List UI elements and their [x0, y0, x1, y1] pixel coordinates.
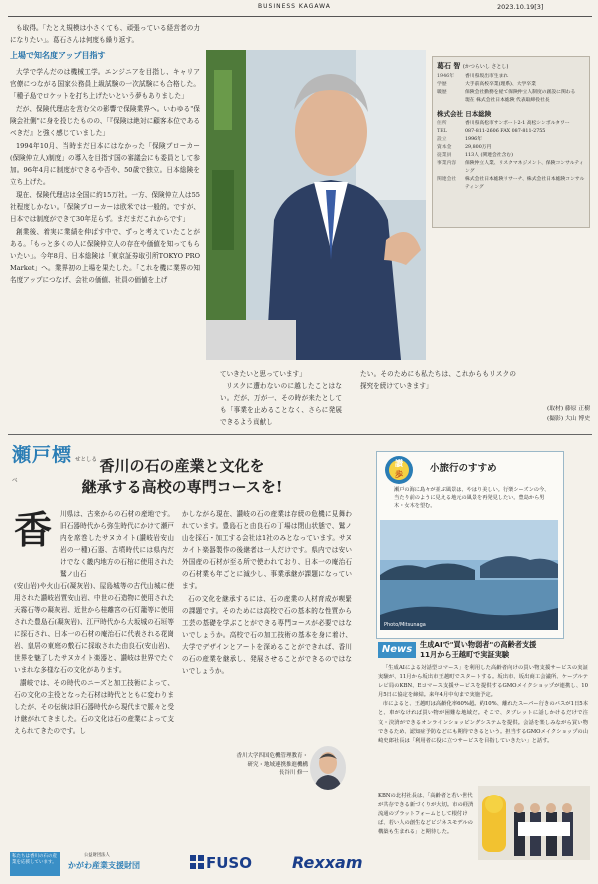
travel-badge-top: 讃: [395, 458, 403, 468]
sponsor-fuso: FUSO: [206, 854, 252, 872]
profile-row: [433, 97, 589, 105]
sponsor-rexxam: Rexxam: [292, 853, 363, 872]
news-paragraph: 市によると、王越町は高齢化率60%超。約10%、離れたスーパー行きのバスが1日5本と、車がなければ買い物が困難な地域だ。そこで、タブレットに話しかけるだけで注文・決済ができるオンラインショッピングシステムを提供。会話を楽しみながら買い物できるため、認知症予防などにも期待できるという。担当するGMOメイクショップの山崎史郎社長は「利用者に役に立つサービスを目指していきたい」と話す。: [378, 701, 588, 744]
company-row: [433, 128, 589, 136]
article-paragraph: (安山岩)や火山石(凝灰岩)、屋島城等の古代山城に使用された讃岐岩質安山岩、中世の石造物に使用された天霧石等の凝灰岩、近世から桂離宮の石灯籠等に使用された豊島石(凝灰岩)、江戸時代から大坂城の石垣等に採石され、日本一の石材の庵治石に代表される花崗岩、皇居の東庭の敷石に採取された由良石(安山岩)、世界を魅了したサヌカイト楽器と、讃岐は世界でたぐいまれな多様な石の文化があります。: [14, 582, 174, 674]
profile-row-value: 保険会社勤務を経て保険仲立人制度の創設に関わる: [465, 90, 576, 95]
article-column: [14, 580, 174, 738]
top-article-column: [10, 22, 200, 402]
article-paragraph: 石の文化を継承するには、石の産業の人材育成が喫緊の課題です。そのためには高校で石の基本的な性質から工芸の基礎を学ぶことができる専門コースが必要ではないでしょうか。高校で石の加工技術の基本を身に着け、大学でデザインとアートを深めることができれば、香川の石の産業を継承し、発展させることができるのではないでしょうか。: [182, 595, 352, 675]
credit-photo: (撮影) 大山 博史: [547, 416, 590, 422]
company-row: [433, 160, 589, 176]
travel-description: 瀬戸の海に島々が並ぶ風景は、やはり美しい。行楽シーズンの今、当たり前のように見える地元の風景を再発見したい。豊島から男木・女木を望む。: [394, 487, 550, 509]
top-article-paragraph: も取得。「たとえ規模は小さくても、頑張っている経営者の力になりたい」。葛石さんは何度も繰り返す。: [10, 24, 200, 44]
news-title-line: 11月から王越町で実証実験: [420, 650, 510, 659]
author-name: 長谷川 修一: [278, 770, 308, 776]
travel-title: 小旅行のすすめ: [430, 463, 497, 474]
profile-row-value: 香川県坂出市生まれ: [465, 74, 509, 79]
company-row: [433, 136, 589, 144]
top-article-paragraph: 創業後、着実に業績を伸ばす中で、ずっと考えていたことがある。「もっと多くの人に保険仲立人の存在や価値を知ってもらいたい」。今年8月、日本総険は「東京証券取引所TOKYO PRO Market」へ。業界初の上場を果たした。「これを機に業界の知名度アップにつなげ、会社の価値、社員の価値を上げ: [10, 228, 200, 284]
profile-row-key: 職歴: [437, 90, 447, 95]
author-caption: [224, 752, 308, 778]
profile-row: [433, 89, 589, 97]
profile-row-key: 1946年: [437, 74, 455, 79]
company-name: 株式会社 日本総険: [437, 110, 492, 118]
company-row: [433, 120, 589, 128]
profile-row: [433, 81, 589, 89]
profile-row-key: [437, 97, 465, 105]
photo-credit: Photo/Mitsunaga: [384, 622, 426, 628]
top-article-continuation: [220, 368, 342, 428]
author-portrait: [310, 746, 346, 790]
profile-name: [433, 57, 589, 73]
sponsor-kagawa: かがわ産業支援財団: [68, 861, 140, 870]
news-body-continued: KBNの北村社長は、「高齢者と若い世代が共存できる新づくりが大切。市の経済流通のプラットフォームとして根付けば、若い人の創生などビジネスモデルの構築も生まれる」と期待した。: [378, 793, 474, 836]
continuation-text: ていきたいと思っています」: [220, 370, 306, 378]
news-badge: News: [378, 642, 416, 658]
continuation-text: リスクに遭わないのに越したことはない。だが、万が一、その時が来たとしても「事業を止めることなく、さらに発展できるよう貢献し: [220, 382, 342, 426]
continuation-text: たい。そのためにも私たちは、これからもリスクの探究を続けていきます」: [360, 370, 516, 390]
company-row: [433, 152, 589, 160]
author-affiliation: 研究・地域連携推進機構: [247, 761, 308, 768]
credit-interview: (取材) 藤原 正樹: [547, 406, 590, 412]
travel-badge-bottom: 歩: [395, 469, 403, 479]
profile-name-reading: (かつらいし さとし): [462, 64, 509, 70]
credits: [520, 404, 590, 424]
column-heading-reading: せとしるべ: [12, 457, 98, 484]
top-article-paragraph: だが、保険代理店を営む父の影響で保険業界へ。いわゆる"保険会社側"に身を投じたものの、「『保険は絶対に顧客本位であるべきだ』と強く感じていました」: [10, 105, 200, 137]
sponsor-footer: [10, 852, 590, 878]
company-row-key: 設立: [437, 137, 447, 142]
company-row-key: TEL: [437, 129, 447, 134]
article-title-line: 継承する高校の専門コースを!: [81, 478, 283, 496]
portrait-illustration: [206, 50, 426, 360]
news-title-line: 生成AIで"買い物弱者"の高齢者支援: [420, 640, 537, 649]
author-affiliation: 香川大学四国危機管理教育・: [236, 753, 308, 759]
company-row-key: 関連会社: [437, 177, 457, 182]
top-article-paragraph: 1994年10月、当時まだ日本にはなかった「保険ブローカー(保険仲立人)制度」の導入を目指す国の審議会にも委員として参加。96年4月に制度ができるや否や、50歳で独立。日本総険を立ち上げた。: [10, 142, 200, 186]
publication-name: BUSINESS KAGAWA: [258, 3, 331, 10]
article-title: [22, 456, 342, 498]
fuso-logo-icon: [190, 855, 204, 869]
signing-ceremony-illustration: [478, 786, 590, 860]
profile-name-text: 葛石 智: [437, 62, 461, 70]
top-article-paragraph: 現在、保険代理店は全国に約15万社。一方、保険仲立人は55社程度しかない。「保険ブローカーは欧米では一般的。ですが、日本では制度ができて30年足らず。まだまだこれからです」: [10, 191, 200, 223]
company-row: [433, 176, 589, 192]
top-article-paragraph: 大学で学んだのは機械工学。エンジニアを目指し、キャリア官僚につながる国家公務員上級試験の一次試験にも合格した。「種子島でロケットを打ち上げたいという夢もありました」: [10, 68, 200, 100]
drop-cap: 香: [14, 507, 53, 552]
article-column: [182, 508, 352, 678]
sponsor-kagawa-sub: 公益財団法人: [84, 853, 110, 858]
travel-photo: [380, 520, 558, 630]
company-row-value: 香川県高松市サンポート2-1 高松シンボルタワー: [465, 121, 570, 126]
profile-row-value: 大手前高校卒業(理系)、大学卒業: [465, 82, 536, 87]
island-landscape-illustration: [380, 520, 558, 630]
company-row-key: 従業員: [437, 153, 452, 158]
sponsor-note: 私たちは香川の石の産業を応援しています。: [10, 852, 60, 876]
company-row-value: 113人 (関連会社含む): [465, 153, 514, 158]
company-row-value: 株式会社日本総険リサーチ、株式会社日本総険コンサルティング: [465, 177, 585, 190]
profile-box: [432, 56, 590, 228]
top-article-subheading: 上場で知名度アップ目指す: [10, 51, 106, 60]
article-paragraph: 讃岐では、その時代のニーズと加工技術によって、石の文化の主役となった石材は時代とともに変わりましたが、その伝統は旧石器時代から現代まで脈々と受け継がれてきました。石の文化は石の産業によって支えられてきたのです。し: [14, 679, 174, 735]
news-photo: [478, 786, 590, 860]
news-title: [420, 640, 590, 660]
news-paragraph: 「生成AIによる対話型コマース」を利用した高齢者向けの買い物支援サービスの実証実験が、11月から坂出市王越町でスタートする。坂出市、坂出商工会議所、ケーブルテレビ局のKBN、Eコマース支援サービスを提供するGMOメイクショップが連携し、10月5日に協定を締結。来年4月中旬まで実施予定。: [378, 665, 588, 699]
profile-row-value: 現在 株式会社日本総険 代表取締役社長: [465, 98, 550, 103]
article-column: [60, 508, 174, 580]
article-paragraph: 川県は、古来からの石材の産地です。旧石器時代から弥生時代にかけて瀬戸内を席巻したサヌカイト(讃岐岩安山岩の一種)石器、古墳時代には県内だけでなく畿内地方の石棺に使用された鷲ノ山石: [60, 510, 174, 578]
article-paragraph: かしながら現在、讃岐の石の産業は存続の危機に見舞われています。豊島石と由良石の丁場は閉山状態で、鷲ノ山を採石・加工する会社は1社のみとなっています。サヌカイト楽器製作の後継者は一人だけです。県内では安い外国産の石材が至る所で使われており、日本一の庵治石の石材業も年ごとに減少し、事業承継が課題になっています。: [182, 510, 352, 590]
company-row-value: 087-811-2606 FAX 087-811-2755: [465, 129, 546, 134]
company-row-key: 住所: [437, 121, 447, 126]
column-heading-text: 瀬戸標: [12, 444, 73, 466]
section-rule: [8, 434, 592, 435]
company-row-value: 1996年: [465, 137, 483, 142]
company-row: [433, 144, 589, 152]
issue-date: 2023.10.19[3]: [497, 3, 544, 11]
author-portrait-illustration: [310, 746, 346, 790]
top-article-continuation: [360, 368, 516, 392]
profile-row-key: 学歴: [437, 82, 447, 87]
interview-photo: [206, 50, 426, 360]
company-row-value: 29,800万円: [465, 145, 492, 150]
company-row-key: 事業内容: [437, 161, 457, 166]
profile-row: [433, 73, 589, 81]
travel-badge: [384, 455, 414, 485]
news-body: [378, 664, 588, 746]
article-title-line: 香川の石の産業と文化を: [99, 457, 265, 475]
header-rule: [8, 16, 592, 17]
company-row-value: 保険仲立人業、リスクマネジメント、保険コンサルティング: [465, 161, 584, 174]
company-row-key: 資本金: [437, 145, 452, 150]
